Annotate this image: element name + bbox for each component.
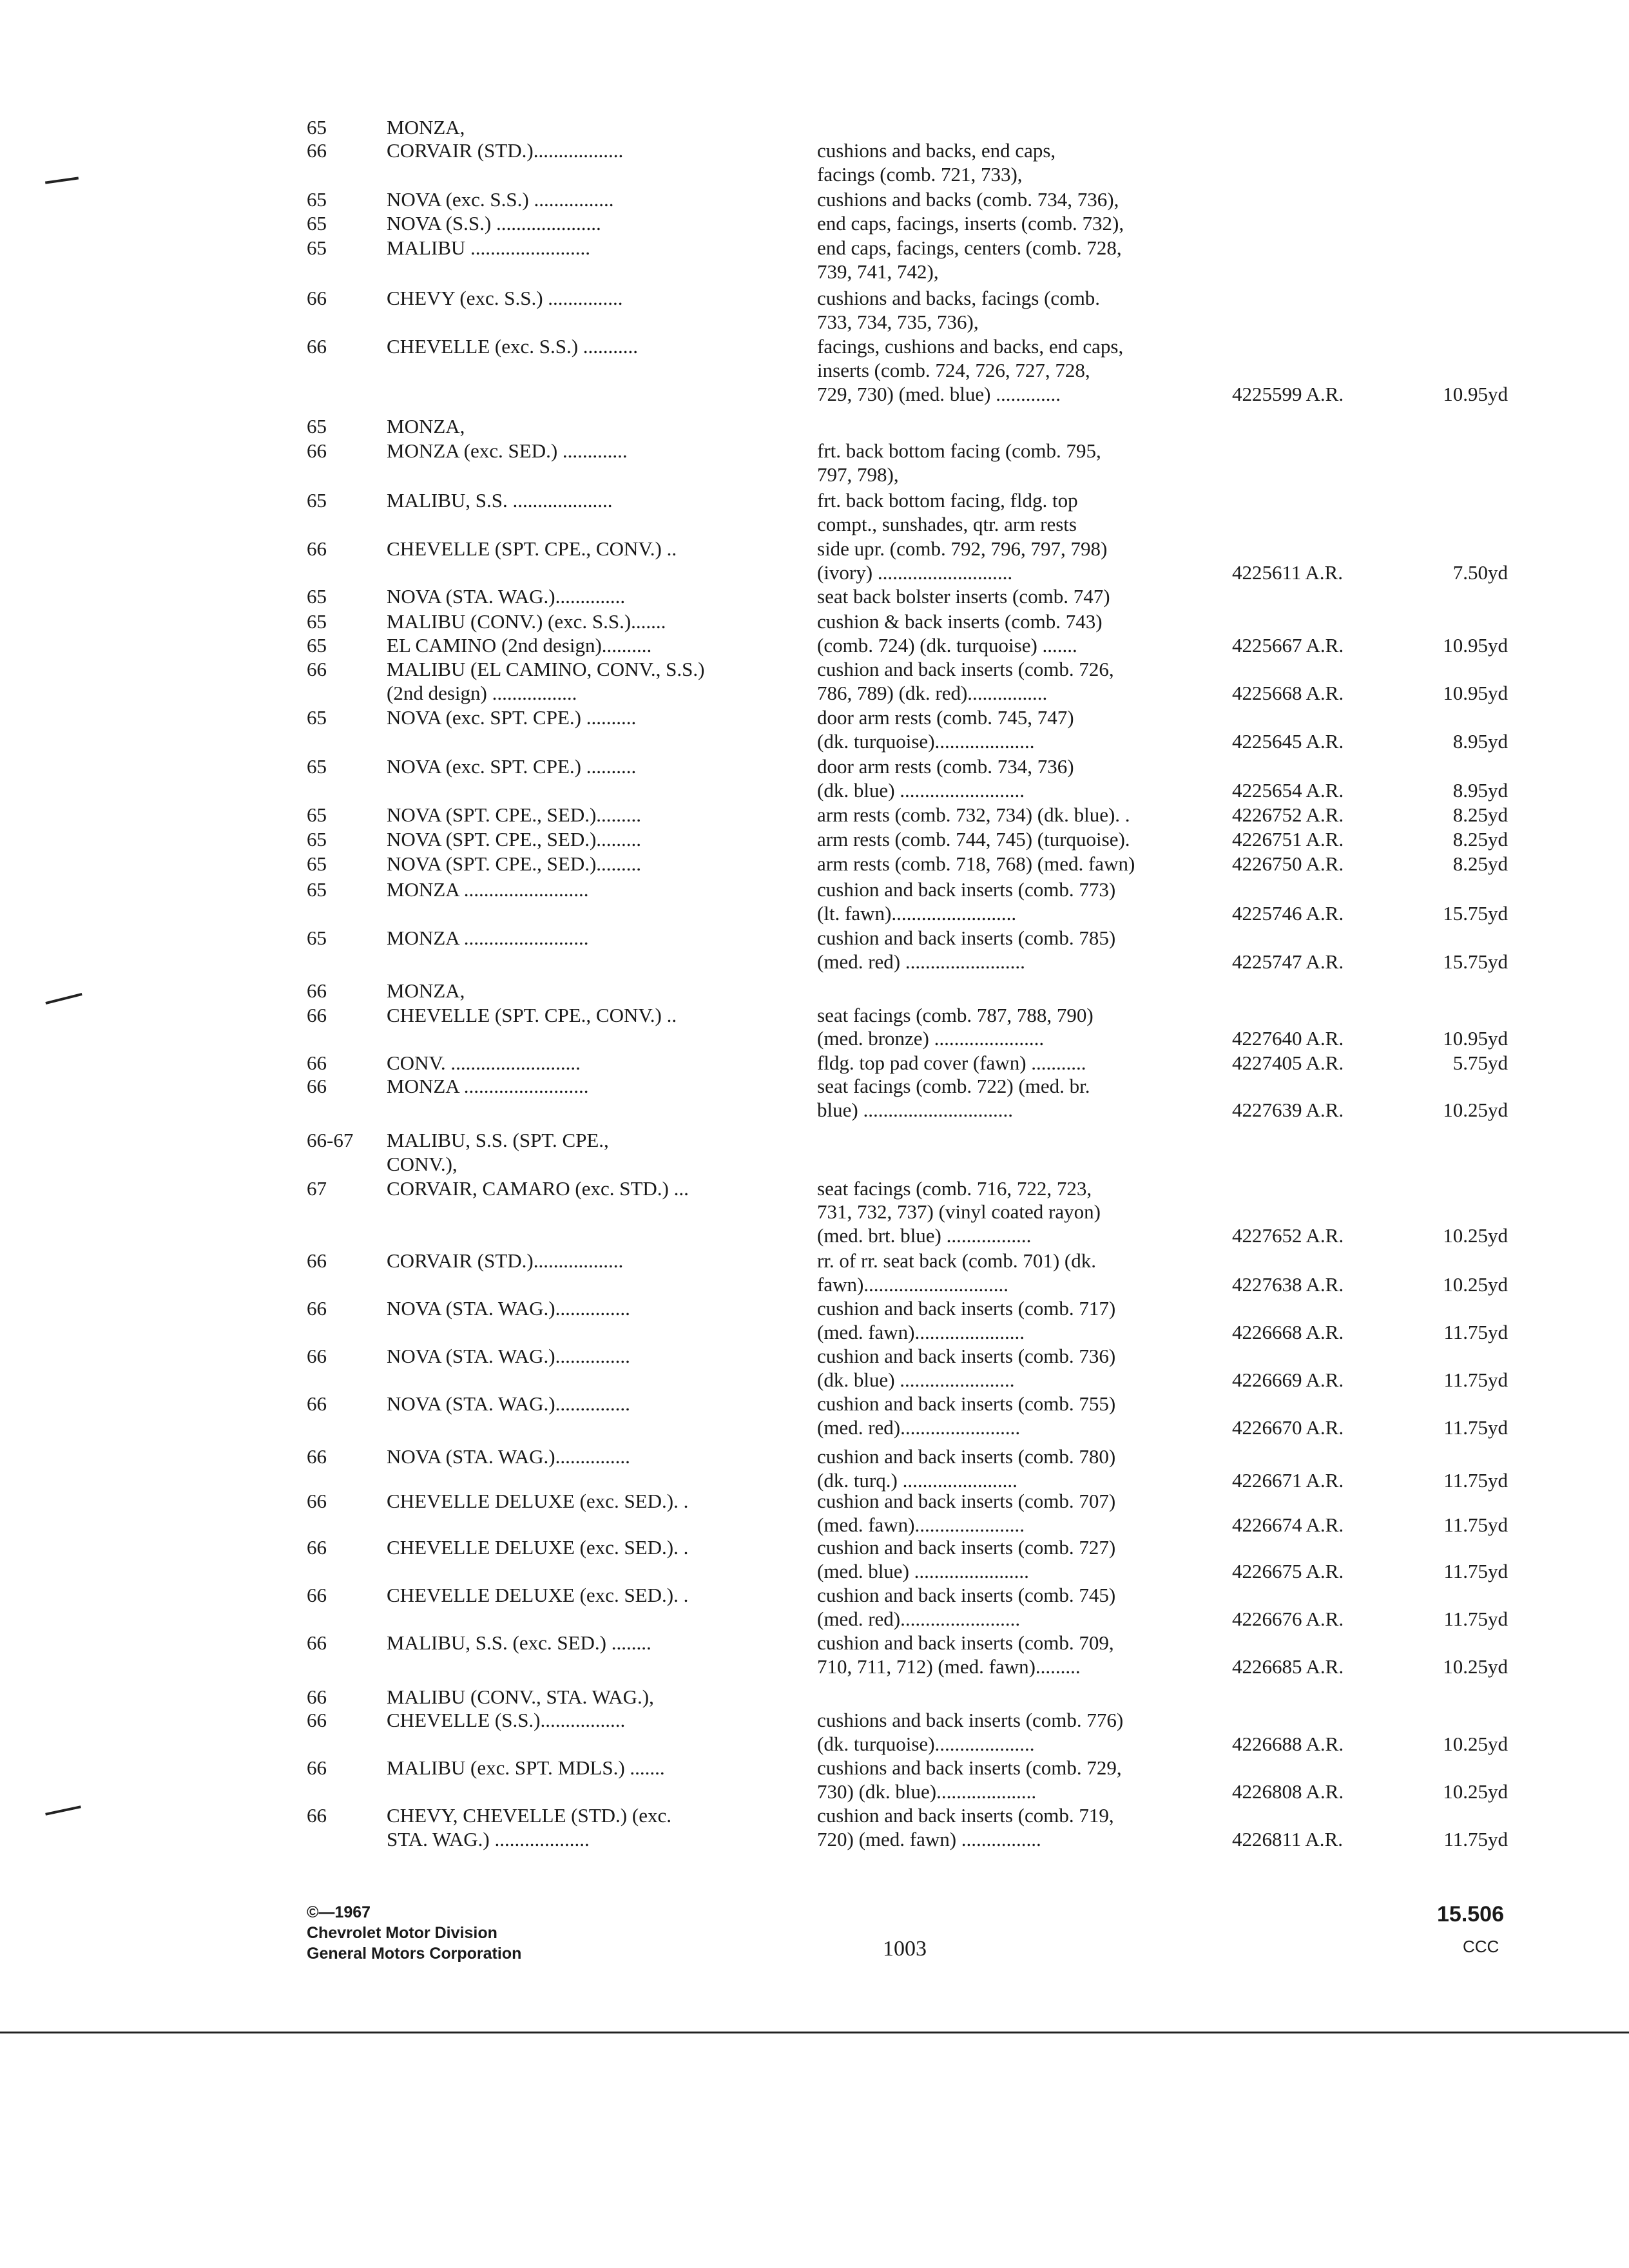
year-cell: 66 [307,1392,327,1415]
model-cell: MONZA, [387,979,465,1002]
part-number-cell: 4226808 A.R. [1232,1780,1344,1803]
model-cell: CHEVELLE DELUXE (exc. SED.). . [387,1536,689,1559]
list-row [0,1248,1629,1274]
list-row [0,512,1629,537]
description-cell: (dk. blue) ....................... [817,1369,1015,1391]
model-cell: MONZA ......................... [387,878,589,901]
price-text: 10.25yd [1443,1273,1508,1296]
description-cell: blue) .............................. [817,1099,1013,1121]
year-cell: 66 [307,335,327,358]
description-cell: (med. bronze) ...................... [817,1027,1045,1050]
description-cell: (med. red)........................ [817,1608,1021,1630]
year-cell: 65 [307,585,327,608]
list-row [0,1176,1629,1202]
price-text: 8.25yd [1452,852,1508,875]
model-cell: MONZA (exc. SED.) ............. [387,439,628,462]
price-text: 10.95yd [1443,1027,1508,1050]
description-cell: seat back bolster inserts (comb. 747) [817,585,1110,608]
catalog-code: CCC [1463,1937,1499,1956]
price-text: 11.75yd [1443,1514,1508,1536]
list-row [0,1444,1629,1470]
model-cell: STA. WAG.) ................... [387,1828,590,1850]
description-cell: cushion and back inserts (comb. 709, [817,1631,1114,1654]
list-row [0,633,1629,658]
list-row [0,1630,1629,1656]
description-cell: cushions and back inserts (comb. 776) [817,1709,1124,1731]
description-cell: arm rests (comb. 718, 768) (med. fawn) [817,852,1135,875]
description-cell: (dk. blue) ......................... [817,779,1025,802]
list-row [0,235,1629,261]
price-text: 10.25yd [1443,1733,1508,1755]
year-cell: 65 [307,927,327,949]
model-cell: MALIBU, S.S. (SPT. CPE., [387,1129,609,1151]
list-row [0,1296,1629,1321]
part-number-cell: 4226675 A.R. [1232,1560,1344,1582]
description-cell: 730) (dk. blue).................... [817,1780,1037,1803]
model-cell: CONV. .......................... [387,1052,581,1074]
list-row [0,438,1629,464]
description-cell: door arm rests (comb. 734, 736) [817,755,1074,778]
part-number-cell: 4225645 A.R. [1232,730,1344,753]
price-text: 10.25yd [1443,1224,1508,1247]
list-row [0,1272,1629,1298]
part-number-cell: 4226811 A.R. [1232,1828,1343,1850]
price-text: 10.95yd [1443,383,1508,405]
footer-publisher [307,1902,521,1964]
model-cell: CHEVY, CHEVELLE (STD.) (exc. [387,1804,671,1827]
list-row [0,1654,1629,1680]
list-row [0,754,1629,780]
description-cell: cushion and back inserts (comb. 726, [817,658,1114,680]
price-text: 8.25yd [1452,828,1508,850]
description-cell: end caps, facings, inserts (comb. 732), [817,212,1124,235]
list-row [0,1512,1629,1538]
model-cell: NOVA (SPT. CPE., SED.)......... [387,852,642,875]
list-row [0,211,1629,236]
model-cell: NOVA (SPT. CPE., SED.)......... [387,803,642,826]
description-cell: cushion & back inserts (comb. 743) [817,610,1103,633]
list-row [0,584,1629,610]
list-row [0,138,1629,164]
description-cell: facings, cushions and backs, end caps, [817,335,1124,358]
model-cell: NOVA (exc. S.S.) ................ [387,188,614,211]
year-cell: 65 [307,212,327,235]
year-cell: 65 [307,236,327,259]
price-text: 15.75yd [1443,950,1508,973]
model-cell: MALIBU ........................ [387,236,591,259]
list-row [0,1415,1629,1441]
year-cell: 66 [307,1345,327,1367]
price-text: 8.95yd [1452,730,1508,753]
list-row [0,1003,1629,1028]
list-row [0,414,1629,439]
price-text: 11.75yd [1443,1369,1508,1391]
model-cell: NOVA (STA. WAG.)............... [387,1392,630,1415]
bottom-rule [0,2032,1629,2033]
description-cell: 729, 730) (med. blue) ............. [817,383,1061,405]
year-cell: 66 [307,1709,327,1731]
part-number-cell: 4226668 A.R. [1232,1321,1344,1343]
list-row [0,1684,1629,1710]
model-cell: EL CAMINO (2nd design).......... [387,634,652,657]
section-number: 15.506 [1437,1902,1504,1927]
description-cell: (med. blue) ....................... [817,1560,1029,1582]
year-cell: 65 [307,188,327,211]
list-row [0,827,1629,852]
year-cell: 66 [307,1445,327,1468]
list-row [0,1582,1629,1608]
year-cell: 65 [307,634,327,657]
description-cell: cushion and back inserts (comb. 727) [817,1536,1116,1559]
description-cell: cushions and backs (comb. 734, 736), [817,188,1119,211]
list-row [0,560,1629,586]
year-cell: 66 [307,1631,327,1654]
description-cell: 720) (med. fawn) ................ [817,1828,1041,1850]
description-cell: cushions and backs, facings (comb. [817,287,1101,309]
model-cell: CHEVELLE (SPT. CPE., CONV.) .. [387,1004,677,1026]
list-row [0,1151,1629,1177]
list-row [0,1535,1629,1561]
description-cell: inserts (comb. 724, 726, 727, 728, [817,359,1090,381]
part-number-cell: 4226750 A.R. [1232,852,1344,875]
price-text: 10.25yd [1443,1655,1508,1678]
model-cell: NOVA (STA. WAG.)............... [387,1345,630,1367]
list-row [0,901,1629,927]
list-row [0,1199,1629,1225]
model-cell: MONZA, [387,116,465,139]
price-text: 8.95yd [1452,779,1508,802]
list-row [0,1128,1629,1153]
part-number-cell: 4226669 A.R. [1232,1369,1344,1391]
part-number-cell: 4226676 A.R. [1232,1608,1344,1630]
description-cell: fldg. top pad cover (fawn) ........... [817,1052,1086,1074]
list-row [0,609,1629,635]
model-cell: MALIBU (CONV.) (exc. S.S.)....... [387,610,666,633]
list-row [0,1779,1629,1805]
year-cell: 66 [307,139,327,162]
part-number-cell: 4226752 A.R. [1232,803,1344,826]
list-row [0,1707,1629,1733]
part-number-cell: 4226688 A.R. [1232,1733,1344,1755]
list-row [0,1827,1629,1852]
price-text: 11.75yd [1443,1416,1508,1439]
list-row [0,1391,1629,1417]
part-number-cell: 4227640 A.R. [1232,1027,1344,1050]
description-cell: rr. of rr. seat back (comb. 701) (dk. [817,1249,1097,1272]
year-cell: 66 [307,1756,327,1779]
model-cell: MONZA ......................... [387,927,589,949]
division-text: Chevrolet Motor Division [307,1924,497,1942]
model-cell: (2nd design) ................. [387,682,577,704]
list-row [0,1803,1629,1829]
part-number-cell: 4225654 A.R. [1232,779,1344,802]
list-row [0,978,1629,1004]
list-row [0,162,1629,187]
year-cell: 65 [307,489,327,512]
copyright-text: ©—1967 [307,1903,371,1921]
description-cell: cushion and back inserts (comb. 773) [817,878,1116,901]
model-cell: NOVA (exc. SPT. CPE.) .......... [387,755,637,778]
part-number-cell: 4225747 A.R. [1232,950,1344,973]
list-row [0,187,1629,213]
year-cell: 66 [307,1075,327,1097]
model-cell: CHEVELLE (SPT. CPE., CONV.) .. [387,537,677,560]
list-row [0,1731,1629,1757]
description-cell: (med. brt. blue) ................. [817,1224,1032,1247]
model-cell: CHEVELLE (S.S.)................. [387,1709,626,1731]
year-cell: 65 [307,803,327,826]
model-cell: NOVA (exc. SPT. CPE.) .......... [387,706,637,729]
description-cell: frt. back bottom facing, fldg. top [817,489,1078,512]
description-cell: (dk. turquoise).................... [817,1733,1035,1755]
description-cell: arm rests (comb. 732, 734) (dk. blue). . [817,803,1130,826]
list-row [0,705,1629,731]
list-row [0,1343,1629,1369]
year-cell: 66 [307,1804,327,1827]
model-cell: MALIBU, S.S. (exc. SED.) ........ [387,1631,651,1654]
description-cell: 786, 789) (dk. red)................ [817,682,1048,704]
year-cell: 66 [307,1004,327,1026]
year-cell: 66 [307,1490,327,1512]
model-cell: CHEVELLE DELUXE (exc. SED.). . [387,1490,689,1512]
model-cell: CORVAIR (STD.).................. [387,1249,624,1272]
description-cell: (med. fawn)...................... [817,1514,1025,1536]
list-row [0,309,1629,335]
description-cell: door arm rests (comb. 745, 747) [817,706,1074,729]
year-cell: 66 [307,658,327,680]
list-row [0,1050,1629,1076]
list-row [0,115,1629,140]
description-cell: cushion and back inserts (comb. 780) [817,1445,1116,1468]
model-cell: MONZA ......................... [387,1075,589,1097]
year-cell: 66-67 [307,1129,354,1151]
model-cell: CORVAIR, CAMARO (exc. STD.) ... [387,1177,689,1200]
list-row [0,381,1629,407]
description-cell: 733, 734, 735, 736), [817,311,979,333]
list-row [0,949,1629,975]
model-cell: CHEVELLE DELUXE (exc. SED.). . [387,1584,689,1606]
description-cell: frt. back bottom facing (comb. 795, [817,439,1101,462]
year-cell: 66 [307,1297,327,1320]
model-cell: MALIBU, S.S. .................... [387,489,613,512]
description-cell: (dk. turq.) ....................... [817,1469,1017,1492]
part-number-cell: 4227652 A.R. [1232,1224,1344,1247]
description-cell: 710, 711, 712) (med. fawn)......... [817,1655,1081,1678]
description-cell: cushion and back inserts (comb. 736) [817,1345,1116,1367]
list-row [0,1026,1629,1052]
list-row [0,802,1629,828]
description-cell: seat facings (comb. 716, 722, 723, [817,1177,1092,1200]
year-cell: 65 [307,828,327,850]
part-number-cell: 4225667 A.R. [1232,634,1344,657]
list-row [0,1223,1629,1249]
description-cell: (med. red) ........................ [817,950,1025,973]
year-cell: 65 [307,415,327,437]
year-cell: 66 [307,979,327,1002]
part-number-cell: 4225668 A.R. [1232,682,1344,704]
year-cell: 66 [307,1249,327,1272]
model-cell: CONV.), [387,1153,458,1175]
description-cell: cushion and back inserts (comb. 745) [817,1584,1116,1606]
description-cell: end caps, facings, centers (comb. 728, [817,236,1122,259]
year-cell: 65 [307,116,327,139]
part-number-cell: 4226685 A.R. [1232,1655,1344,1678]
part-number-cell: 4225599 A.R. [1232,383,1344,405]
year-cell: 66 [307,287,327,309]
year-cell: 66 [307,439,327,462]
list-row [0,488,1629,514]
description-cell: cushion and back inserts (comb. 717) [817,1297,1116,1320]
list-row [0,778,1629,803]
description-cell: cushion and back inserts (comb. 755) [817,1392,1116,1415]
year-cell: 66 [307,1584,327,1606]
list-row [0,536,1629,562]
description-cell: 797, 798), [817,463,899,486]
model-cell: NOVA (STA. WAG.)............... [387,1297,630,1320]
list-row [0,925,1629,951]
list-row [0,851,1629,877]
model-cell: MALIBU (CONV., STA. WAG.), [387,1686,654,1708]
description-cell: (comb. 724) (dk. turquoise) ....... [817,634,1077,657]
price-text: 15.75yd [1443,902,1508,925]
description-cell: seat facings (comb. 787, 788, 790) [817,1004,1094,1026]
list-row [0,358,1629,383]
part-number-cell: 4227638 A.R. [1232,1273,1344,1296]
model-cell: CHEVY (exc. S.S.) ............... [387,287,623,309]
description-cell: side upr. (comb. 792, 796, 797, 798) [817,537,1108,560]
description-cell: cushion and back inserts (comb. 785) [817,927,1116,949]
price-text: 8.25yd [1452,803,1508,826]
price-text: 11.75yd [1443,1828,1508,1850]
year-cell: 65 [307,706,327,729]
price-text: 10.95yd [1443,634,1508,657]
list-row [0,259,1629,285]
price-text: 5.75yd [1452,1052,1508,1074]
description-cell: cushions and back inserts (comb. 729, [817,1756,1122,1779]
model-cell: NOVA (SPT. CPE., SED.)......... [387,828,642,850]
part-number-cell: 4226751 A.R. [1232,828,1344,850]
part-number-cell: 4225746 A.R. [1232,902,1344,925]
part-number-cell: 4226670 A.R. [1232,1416,1344,1439]
description-cell: cushions and backs, end caps, [817,139,1056,162]
list-row [0,1606,1629,1632]
description-cell: cushion and back inserts (comb. 719, [817,1804,1114,1827]
year-cell: 66 [307,1052,327,1074]
model-cell: NOVA (STA. WAG.).............. [387,585,626,608]
description-cell: cushion and back inserts (comb. 707) [817,1490,1116,1512]
price-text: 11.75yd [1443,1321,1508,1343]
description-cell: 739, 741, 742), [817,260,939,283]
part-number-cell: 4226674 A.R. [1232,1514,1344,1536]
list-row [0,680,1629,706]
part-number-cell: 4227639 A.R. [1232,1099,1344,1121]
description-cell: fawn)............................. [817,1273,1009,1296]
list-row [0,462,1629,488]
price-text: 11.75yd [1443,1560,1508,1582]
description-cell: (med. red)........................ [817,1416,1021,1439]
model-cell: MONZA, [387,415,465,437]
year-cell: 66 [307,1536,327,1559]
model-cell: MALIBU (exc. SPT. MDLS.) ....... [387,1756,665,1779]
list-row [0,1367,1629,1393]
price-text: 10.25yd [1443,1099,1508,1121]
list-row [0,1488,1629,1514]
list-row [0,1320,1629,1345]
description-cell: seat facings (comb. 722) (med. br. [817,1075,1090,1097]
description-cell: (med. fawn)...................... [817,1321,1025,1343]
description-cell: (ivory) ........................... [817,561,1013,584]
price-text: 7.50yd [1452,561,1508,584]
description-cell: (lt. fawn)......................... [817,902,1017,925]
year-cell: 65 [307,755,327,778]
list-row [0,1559,1629,1584]
description-cell: arm rests (comb. 744, 745) (turquoise). [817,828,1130,850]
part-number-cell: 4226671 A.R. [1232,1469,1344,1492]
year-cell: 67 [307,1177,327,1200]
part-number-cell: 4227405 A.R. [1232,1052,1344,1074]
price-text: 10.95yd [1443,682,1508,704]
year-cell: 65 [307,878,327,901]
year-cell: 65 [307,852,327,875]
list-row [0,285,1629,311]
list-row [0,1097,1629,1123]
model-cell: CORVAIR (STD.).................. [387,139,624,162]
model-cell: CHEVELLE (exc. S.S.) ........... [387,335,639,358]
price-text: 11.75yd [1443,1469,1508,1492]
corporation-text: General Motors Corporation [307,1945,522,1963]
list-row [0,1755,1629,1781]
year-cell: 66 [307,1686,327,1708]
model-cell: MALIBU (EL CAMINO, CONV., S.S.) [387,658,705,680]
price-text: 10.25yd [1443,1780,1508,1803]
part-number-cell: 4225611 A.R. [1232,561,1343,584]
year-cell: 65 [307,610,327,633]
year-cell: 66 [307,537,327,560]
list-row [0,729,1629,754]
list-row [0,1073,1629,1099]
model-cell: NOVA (STA. WAG.)............... [387,1445,630,1468]
list-row [0,657,1629,682]
description-cell: 731, 732, 737) (vinyl coated rayon) [817,1200,1101,1223]
description-cell: facings (comb. 721, 733), [817,163,1023,186]
list-row [0,334,1629,360]
list-row [0,877,1629,903]
model-cell: NOVA (S.S.) ..................... [387,212,601,235]
page-number: 1003 [883,1937,927,1961]
description-cell: (dk. turquoise).................... [817,730,1035,753]
description-cell: compt., sunshades, qtr. arm rests [817,513,1077,535]
price-text: 11.75yd [1443,1608,1508,1630]
